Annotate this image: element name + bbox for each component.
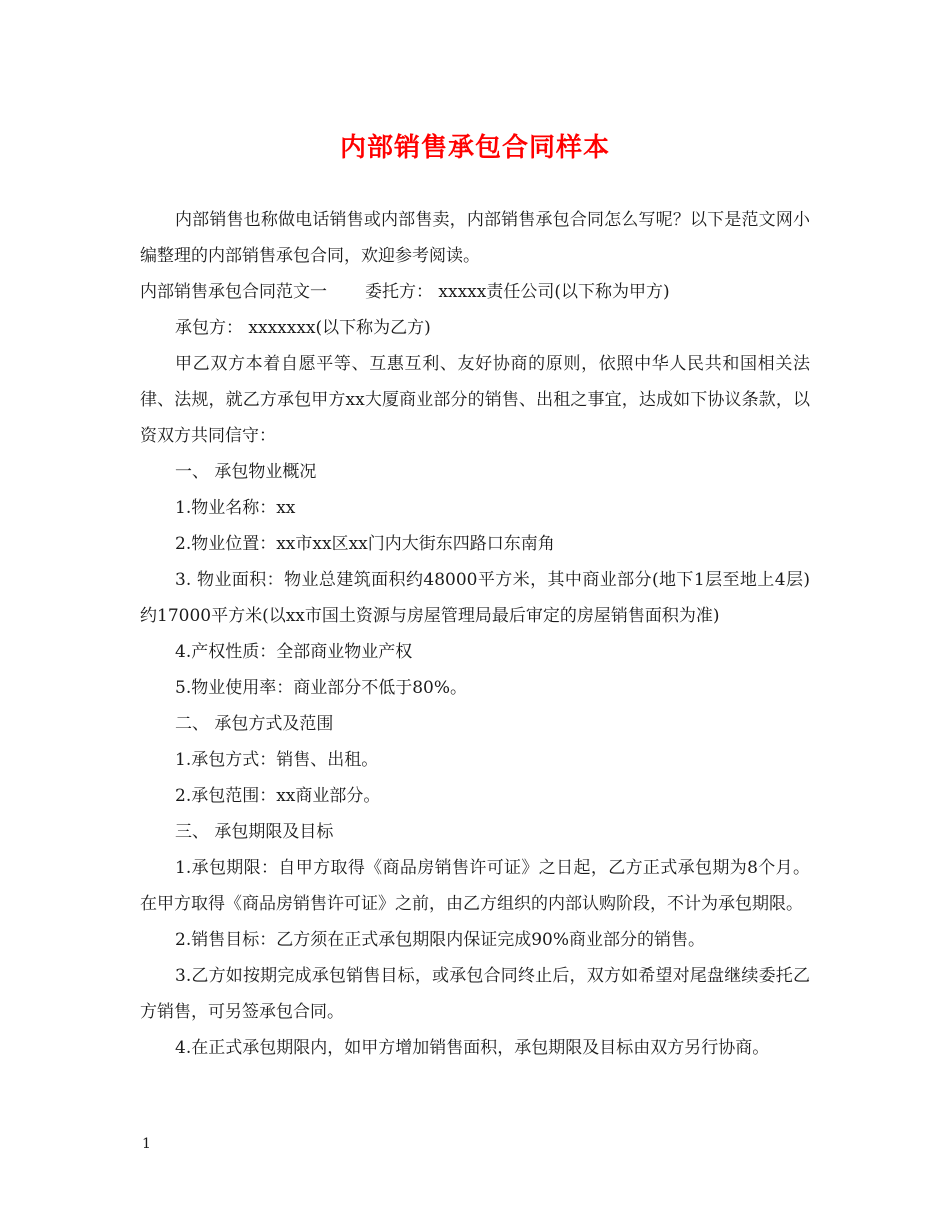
document-title: 内部销售承包合同样本 <box>339 133 610 163</box>
section-1-item-3: 3. 物业面积：物业总建筑面积约48000平方米，其中商业部分(地下1层至地上4层)约17000平方米(以xx市国土资源与房屋管理局最后审定的房屋销售面积为准) <box>140 570 810 626</box>
section-2-title: 二、 承包方式及范围 <box>175 714 334 734</box>
intro-paragraph: 内部销售也称做电话销售或内部售卖，内部销售承包合同怎么写呢？以下是范文网小编整理的内部销售承包合同，欢迎参考阅读。 <box>140 210 810 266</box>
preamble-paragraph: 甲乙双方本着自愿平等、互惠互利、友好协商的原则，依照中华人民共和国相关法律、法规，就乙方承包甲方xx大厦商业部分的销售、出租之事宜，达成如下协议条款，以资双方共同信守： <box>140 354 810 446</box>
section-3-item-3: 3.乙方如按期完成承包销售目标，或承包合同终止后，双方如希望对尾盘继续委托乙方销售，可另签承包合同。 <box>140 966 810 1022</box>
section-3-title: 三、 承包期限及目标 <box>175 822 334 842</box>
sample-heading: 内部销售承包合同范文一 <box>140 282 327 302</box>
section-3-item-1: 1.承包期限：自甲方取得《商品房销售许可证》之日起，乙方正式承包期为8个月。在甲方取得《商品房销售许可证》之前，由乙方组织的内部认购阶段，不计为承包期限。 <box>140 858 810 914</box>
section-3-item-4: 4.在正式承包期限内，如甲方增加销售面积，承包期限及目标由双方另行协商。 <box>175 1038 770 1058</box>
document-body <box>140 202 810 1066</box>
section-2-item-1: 1.承包方式：销售、出租。 <box>175 750 379 770</box>
page-number: 1 <box>142 1136 151 1152</box>
section-1-item-1: 1.物业名称：xx <box>175 498 296 518</box>
party-b-line: 承包方： xxxxxxx(以下称为乙方) <box>175 318 431 338</box>
party-a-line: 委托方： xxxxx责任公司(以下称为甲方) <box>365 282 670 302</box>
section-3-item-2: 2.销售目标：乙方须在正式承包期限内保证完成90%商业部分的销售。 <box>175 930 706 950</box>
section-2-item-2: 2.承包范围：xx商业部分。 <box>175 786 381 806</box>
section-1-item-5: 5.物业使用率：商业部分不低于80%。 <box>175 678 468 698</box>
section-1-item-4: 4.产权性质：全部商业物业产权 <box>175 642 413 662</box>
sample-heading-line <box>140 274 810 310</box>
section-1-item-2: 2.物业位置：xx市xx区xx门内大街东四路口东南角 <box>175 534 555 554</box>
section-1-title: 一、 承包物业概况 <box>175 462 317 482</box>
